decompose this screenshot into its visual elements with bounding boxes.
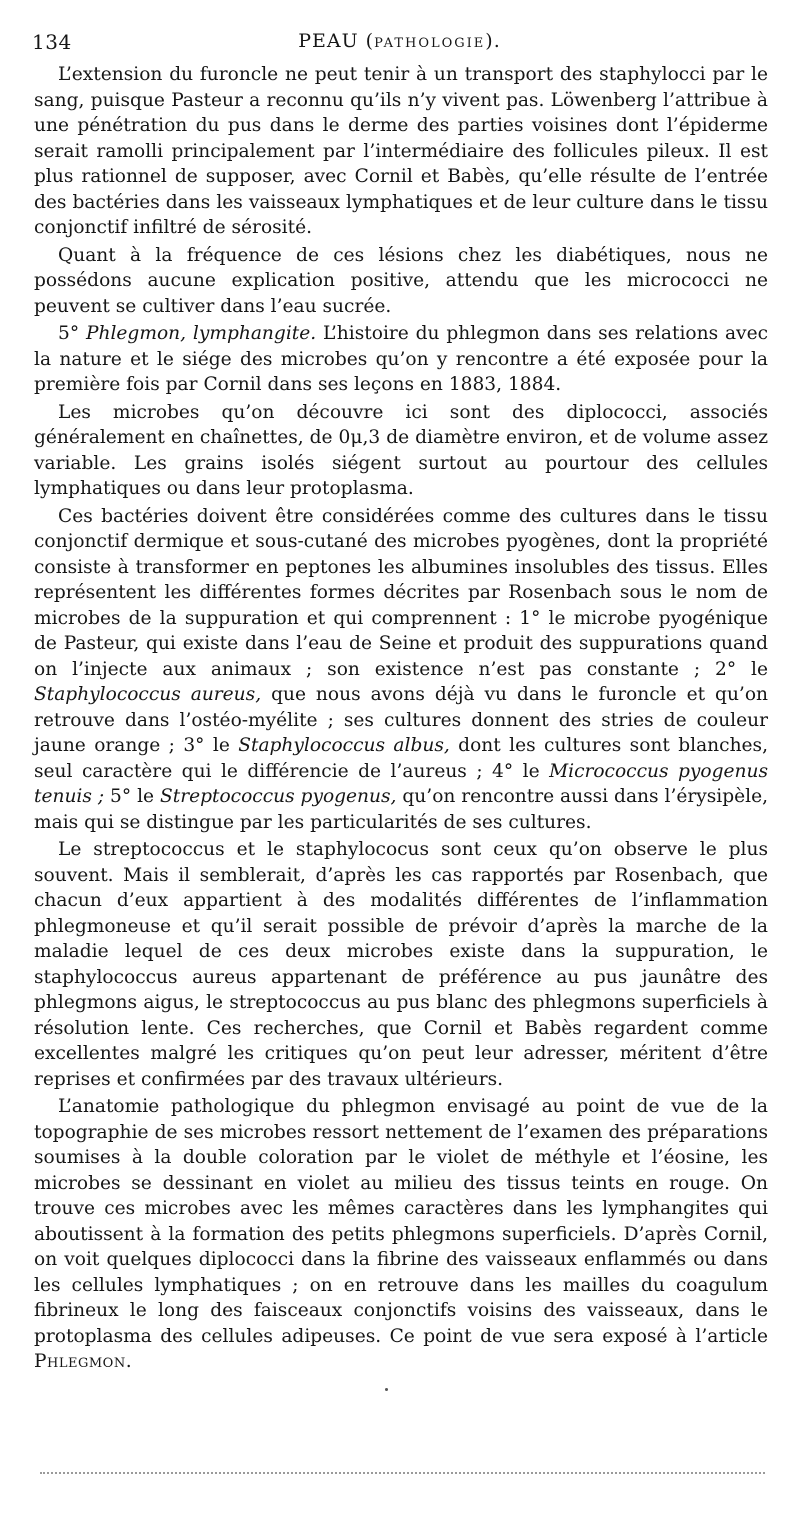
footer-rule [40,1472,765,1474]
section-title: Phlegmon, lymphangite. [85,323,317,344]
page-number: 134 [32,30,72,54]
species-name: Staphylococcus albus, [238,735,450,756]
paragraph-diabetiques: Quant à la fréquence de ces lésions chez les diabétiques, nous ne possédons aucune explication positive, attendu que les micrococci ne peuvent se cultiver dans l’eau sucrée. [34,244,768,317]
paragraph-phlegmon-intro-text: L’histoire du phlegmon dans ses relations avec la nature et le siége des microbes qu’on y rencontre a été exposée pour la première fois par Cornil dans ses leçons en 1883, 1884. [34,323,768,395]
ink-speck [385,1388,388,1391]
text-run: L’anatomie pathologique du phlegmon envisagé au point de vue de la topographie de ses microbes ressort nettement de l’examen des préparations soumises à la double coloration par le violet de méthyle et l’éosine, les microbes se dessinant en violet au milieu des tissus teints en rouge. On trouve ces microbes avec les mêmes caractères dans les lymphangites qui aboutissent à la formation des petits phlegmons superficiels. D’après Cornil, on voit quelques diplococci dans la fibrine des vaisseaux enflammés ou dans les cellules lymphatiques ; on en retrouve dans les mailles du coagulum fibrineux le long des faisceaux conjonctifs voisins des vaisseaux, dans le protoplasma des cellules adipeuses. Ce point de vue sera exposé à l’article [34,1096,768,1347]
running-title-main: PEAU ( [298,30,375,52]
page-header [32,30,767,60]
species-name: Streptococcus pyogenus, [160,786,397,807]
running-title [32,30,767,52]
text-run: Ces bactéries doivent être considérées comme des cultures dans le tissu conjonctif dermique et sous-cutané des microbes pyogènes, dont la propriété consiste à transformer en peptones les albumines insolubles des tissus. Elles représentent les différentes formes décrites par Rosenbach sous le nom de microbes de la suppuration et qui comprennent : 1° le microbe pyogénique de Pasteur, qui existe dans l’eau de Seine et produit des suppurations quand on l’injecte aux animaux ; son existence n’est pas constante ; 2° le [34,505,768,680]
running-title-sub: PATHOLOGIE [374,36,486,51]
paragraph-diplococci: Les microbes qu’on découvre ici sont des diplococci, associés généralement en chaînettes, de 0μ,3 de diamètre environ, et de volume assez variable. Les grains isolés siégent surtout au pourtour des cellules lymphatiques ou dans leur protoplasma. [34,401,768,499]
paragraph-anatomie [34,1094,768,1375]
text-run: . [125,1351,132,1372]
running-title-end: ). [485,30,501,52]
species-name: Micrococcus pyogenus tenuis ; [34,760,768,807]
paragraph-streptococcus: Le streptococcus et le staphylococus sont ceux qu’on observe le plus souvent. Mais il semblerait, d’après les cas rapportés par Rosenbach, que chacun d’eux appartient à des modalités différentes de l’inflammation phlegmoneuse et qu’il serait possible de prévoir d’après la marche de la maladie lequel de ces deux microbes existe dans la suppuration, le staphylococcus aureus appartenant de préférence au pus jaunâtre des phlegmons aigus, le streptococcus au pus blanc des phlegmons superficiels à résolution lente. Ces recherches, que Cornil et Babès regardent comme excellentes malgré les critiques qu’on peut leur adresser, méritent d’être reprises et confirmées par des travaux ultérieurs. [34,839,768,1090]
text-run: 5° le [104,786,160,807]
body-text [34,62,768,1375]
paragraph-microbes-pyogenes [34,504,768,836]
text-run: que nous avons déjà vu dans le furoncle et qu’on retrouve dans l’ostéo-myélite ; ses cultures donnent des stries de couleur jaune orange ; 3° le [34,684,769,756]
paragraph-phlegmon-intro [34,321,768,398]
section-number: 5° [58,323,86,344]
text-run: dont les cultures sont blanches, seul caractère qui le différencie de l’aureus ; 4° le [34,735,769,782]
species-name: Staphylococcus aureus, [34,684,262,705]
text-run: qu’on rencontre aussi dans l’érysipèle, mais qui se distingue par les particularités de ses cultures. [34,786,769,833]
paragraph-furoncle: L’extension du furoncle ne peut tenir à un transport des staphylocci par le sang, puisque Pasteur a reconnu qu’ils n’y vivent pas. Löwenberg l’attribue à une pénétration du pus dans le derme des parties voisines dont l’épiderme serait ramolli principalement par l’intermédiaire des follicules pileux. Il est plus rationnel de supposer, avec Cornil et Babès, qu’elle résulte de l’entrée des bactéries dans les vaisseaux lymphatiques et de leur culture dans le tissu conjonctif infiltré de sérosité. [34,64,768,238]
cross-reference: Phlegmon [34,1351,126,1372]
